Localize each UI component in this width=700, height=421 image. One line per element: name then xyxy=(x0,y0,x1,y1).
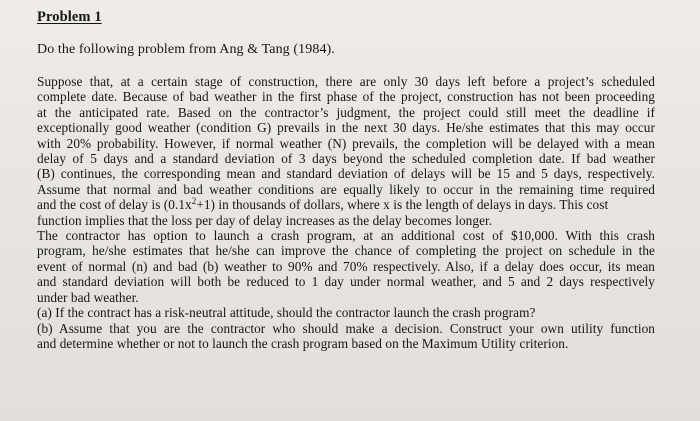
body-line: and standard deviation will both be reduced to 1 day under normal weather, and 5 and 2 days respectively xyxy=(37,274,655,290)
body-line: Suppose that, at a certain stage of construction, there are only 30 days left before a project’s scheduled xyxy=(37,74,655,89)
cost-formula-rest: +1) in thousands of dollars, where x is the length of delays in days. This cost xyxy=(196,197,609,213)
body-line: under bad weather. xyxy=(37,289,139,305)
question-b-continued: and determine whether or not to launch the crash program based on the Maximum Utility criterion. xyxy=(37,335,569,351)
body-line: The contractor has option to launch a crash program, at an additional cost of $10,000. With this crash xyxy=(37,228,655,244)
intro-sentence: Do the following problem from Ang & Tang (1984). xyxy=(37,42,335,57)
problem-title: Problem 1 xyxy=(37,9,102,25)
question-b: (b) Assume that you are the contractor who should make a decision. Construct your own utility function xyxy=(37,320,655,336)
body-line-cost-formula xyxy=(37,197,655,212)
cost-formula-exponent: 2 xyxy=(191,196,197,207)
problem-body xyxy=(37,74,655,351)
body-line: event of normal (n) and bad (b) weather to 90% and 70% respectively. Also, if a delay does occur, its mean xyxy=(37,258,655,274)
question-a: (a) If the contract has a risk-neutral attitude, should the contractor launch the crash program? xyxy=(37,305,536,321)
body-line: function implies that the loss per day of delay increases as the delay becomes longer. xyxy=(37,212,493,228)
body-line: exceptionally good weather (condition G) prevails in the next 30 days. He/she estimates that this may occur xyxy=(37,120,655,136)
body-line: program, he/she estimates that he/she can improve the chance of completing the project on schedule in the xyxy=(37,243,655,259)
body-line: complete date. Because of bad weather in the first phase of the project, construction has not been proceeding xyxy=(37,89,655,105)
body-line: delay of 5 days and a standard deviation of 3 days beyond the scheduled completion date. If bad weather xyxy=(37,151,655,167)
cost-formula-start: and the cost of delay is (0.1x xyxy=(37,197,192,213)
body-line: at the anticipated rate. Based on the contractor’s judgment, the project could still meet the deadline if xyxy=(37,104,655,120)
body-line: with 20% probability. However, if normal weather (N) prevails, the completion will be delayed with a mean xyxy=(37,135,655,151)
body-line: (B) continues, the corresponding mean and standard deviation of delays will be 15 and 5 days, respectively. xyxy=(37,166,655,182)
body-line: Assume that normal and bad weather conditions are equally likely to occur in the remaining time required xyxy=(37,181,655,197)
